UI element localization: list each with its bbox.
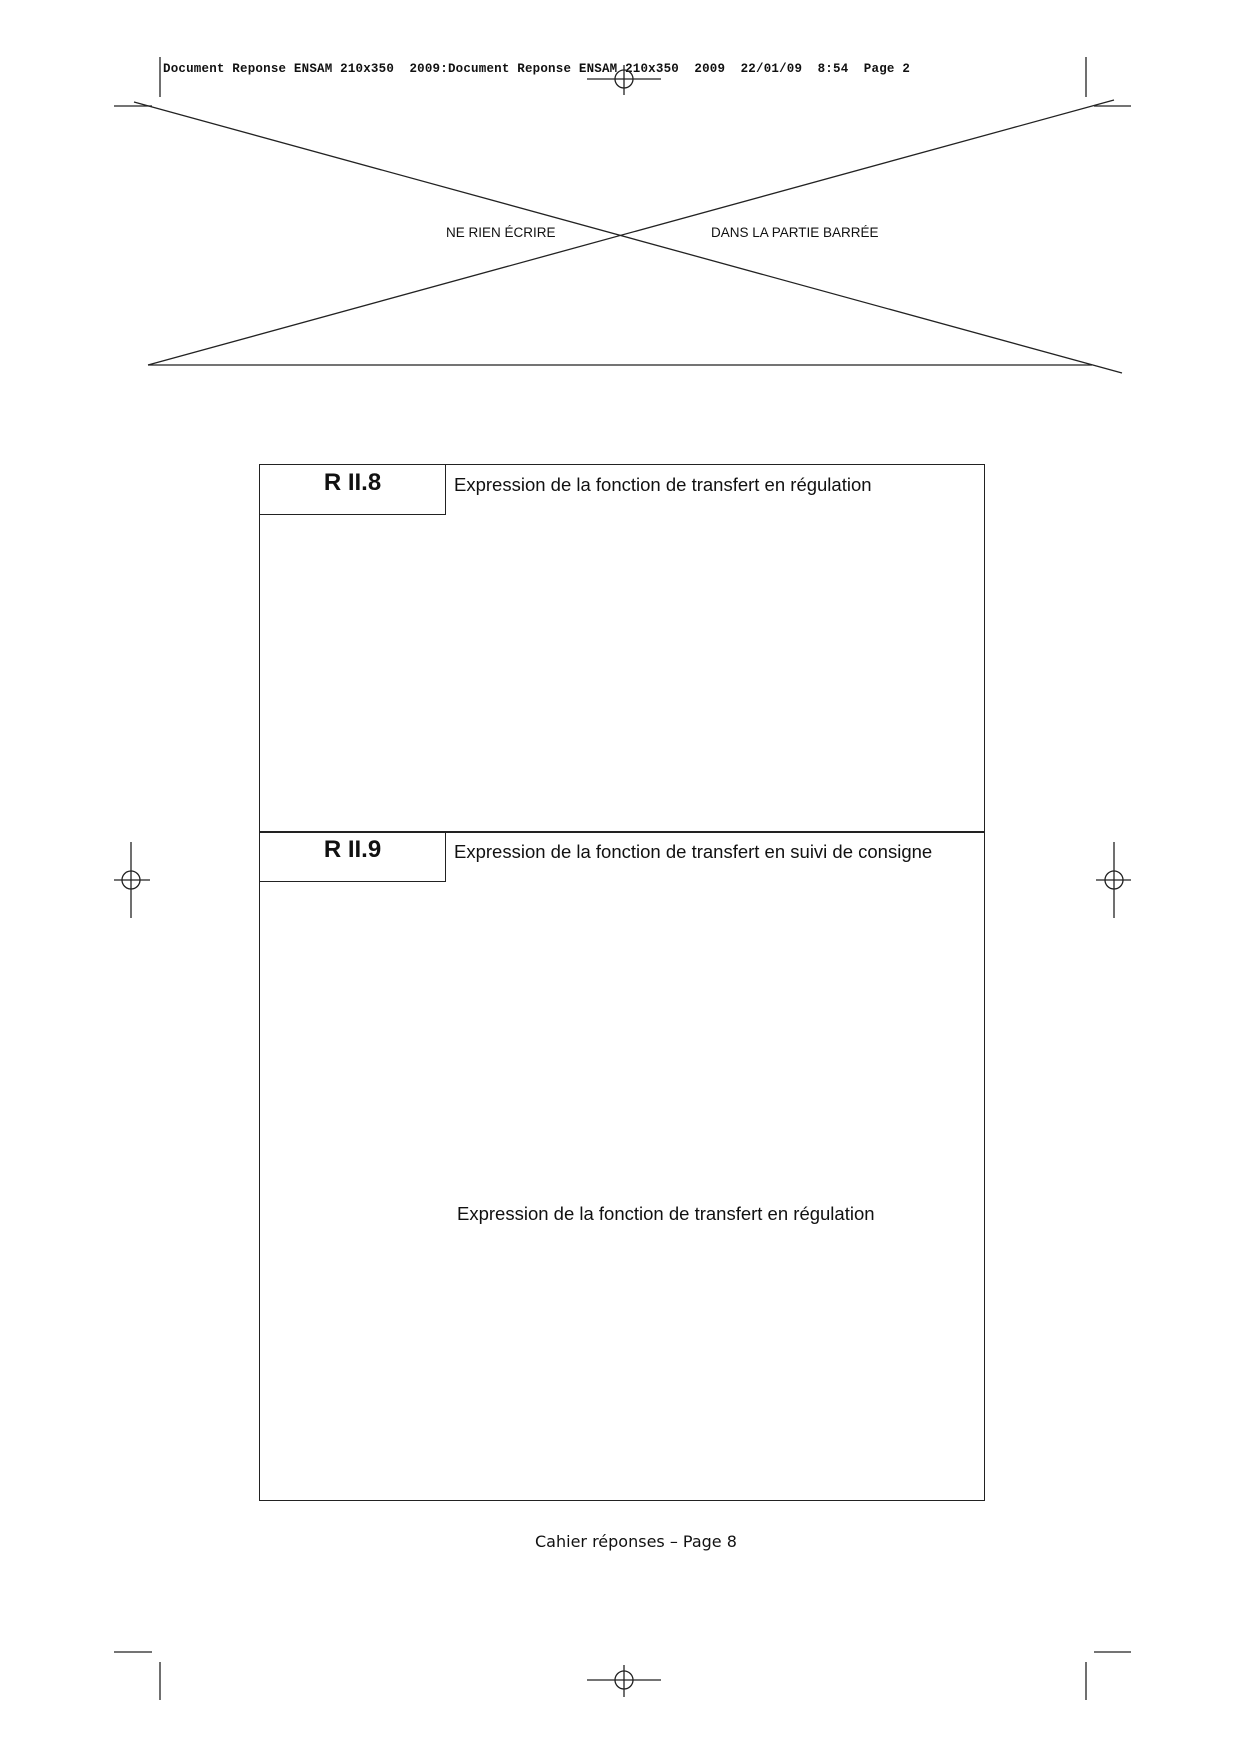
question-id-r-ii-8 — [259, 464, 446, 515]
question-id-label: R II.9 — [323, 836, 382, 863]
question-id-label: R II.8 — [323, 469, 382, 496]
page-footer: Cahier réponses – Page 8 — [535, 1532, 737, 1551]
question-id-r-ii-9 — [259, 831, 446, 882]
question-title-r-ii-9: Expression de la fonction de transfert en suivi de consigne — [454, 841, 933, 862]
answer-box-body-text: Expression de la fonction de transfert en régulation — [457, 1203, 875, 1224]
question-title-r-ii-8: Expression de la fonction de transfert en régulation — [454, 474, 872, 495]
barred-line-1 — [134, 102, 1122, 373]
barred-warning-left: NE RIEN ÉCRIRE — [446, 225, 556, 240]
barred-warning-right: DANS LA PARTIE BARRÉE — [711, 225, 879, 240]
barred-line-2 — [148, 100, 1114, 365]
answer-area-r-ii-9[interactable] — [262, 885, 982, 1498]
print-slug: Document Reponse ENSAM 210x350 2009:Document Reponse ENSAM 210x350 2009 22/01/09 8:54 Page 2 — [163, 62, 911, 76]
answer-area-r-ii-8[interactable] — [262, 518, 982, 830]
